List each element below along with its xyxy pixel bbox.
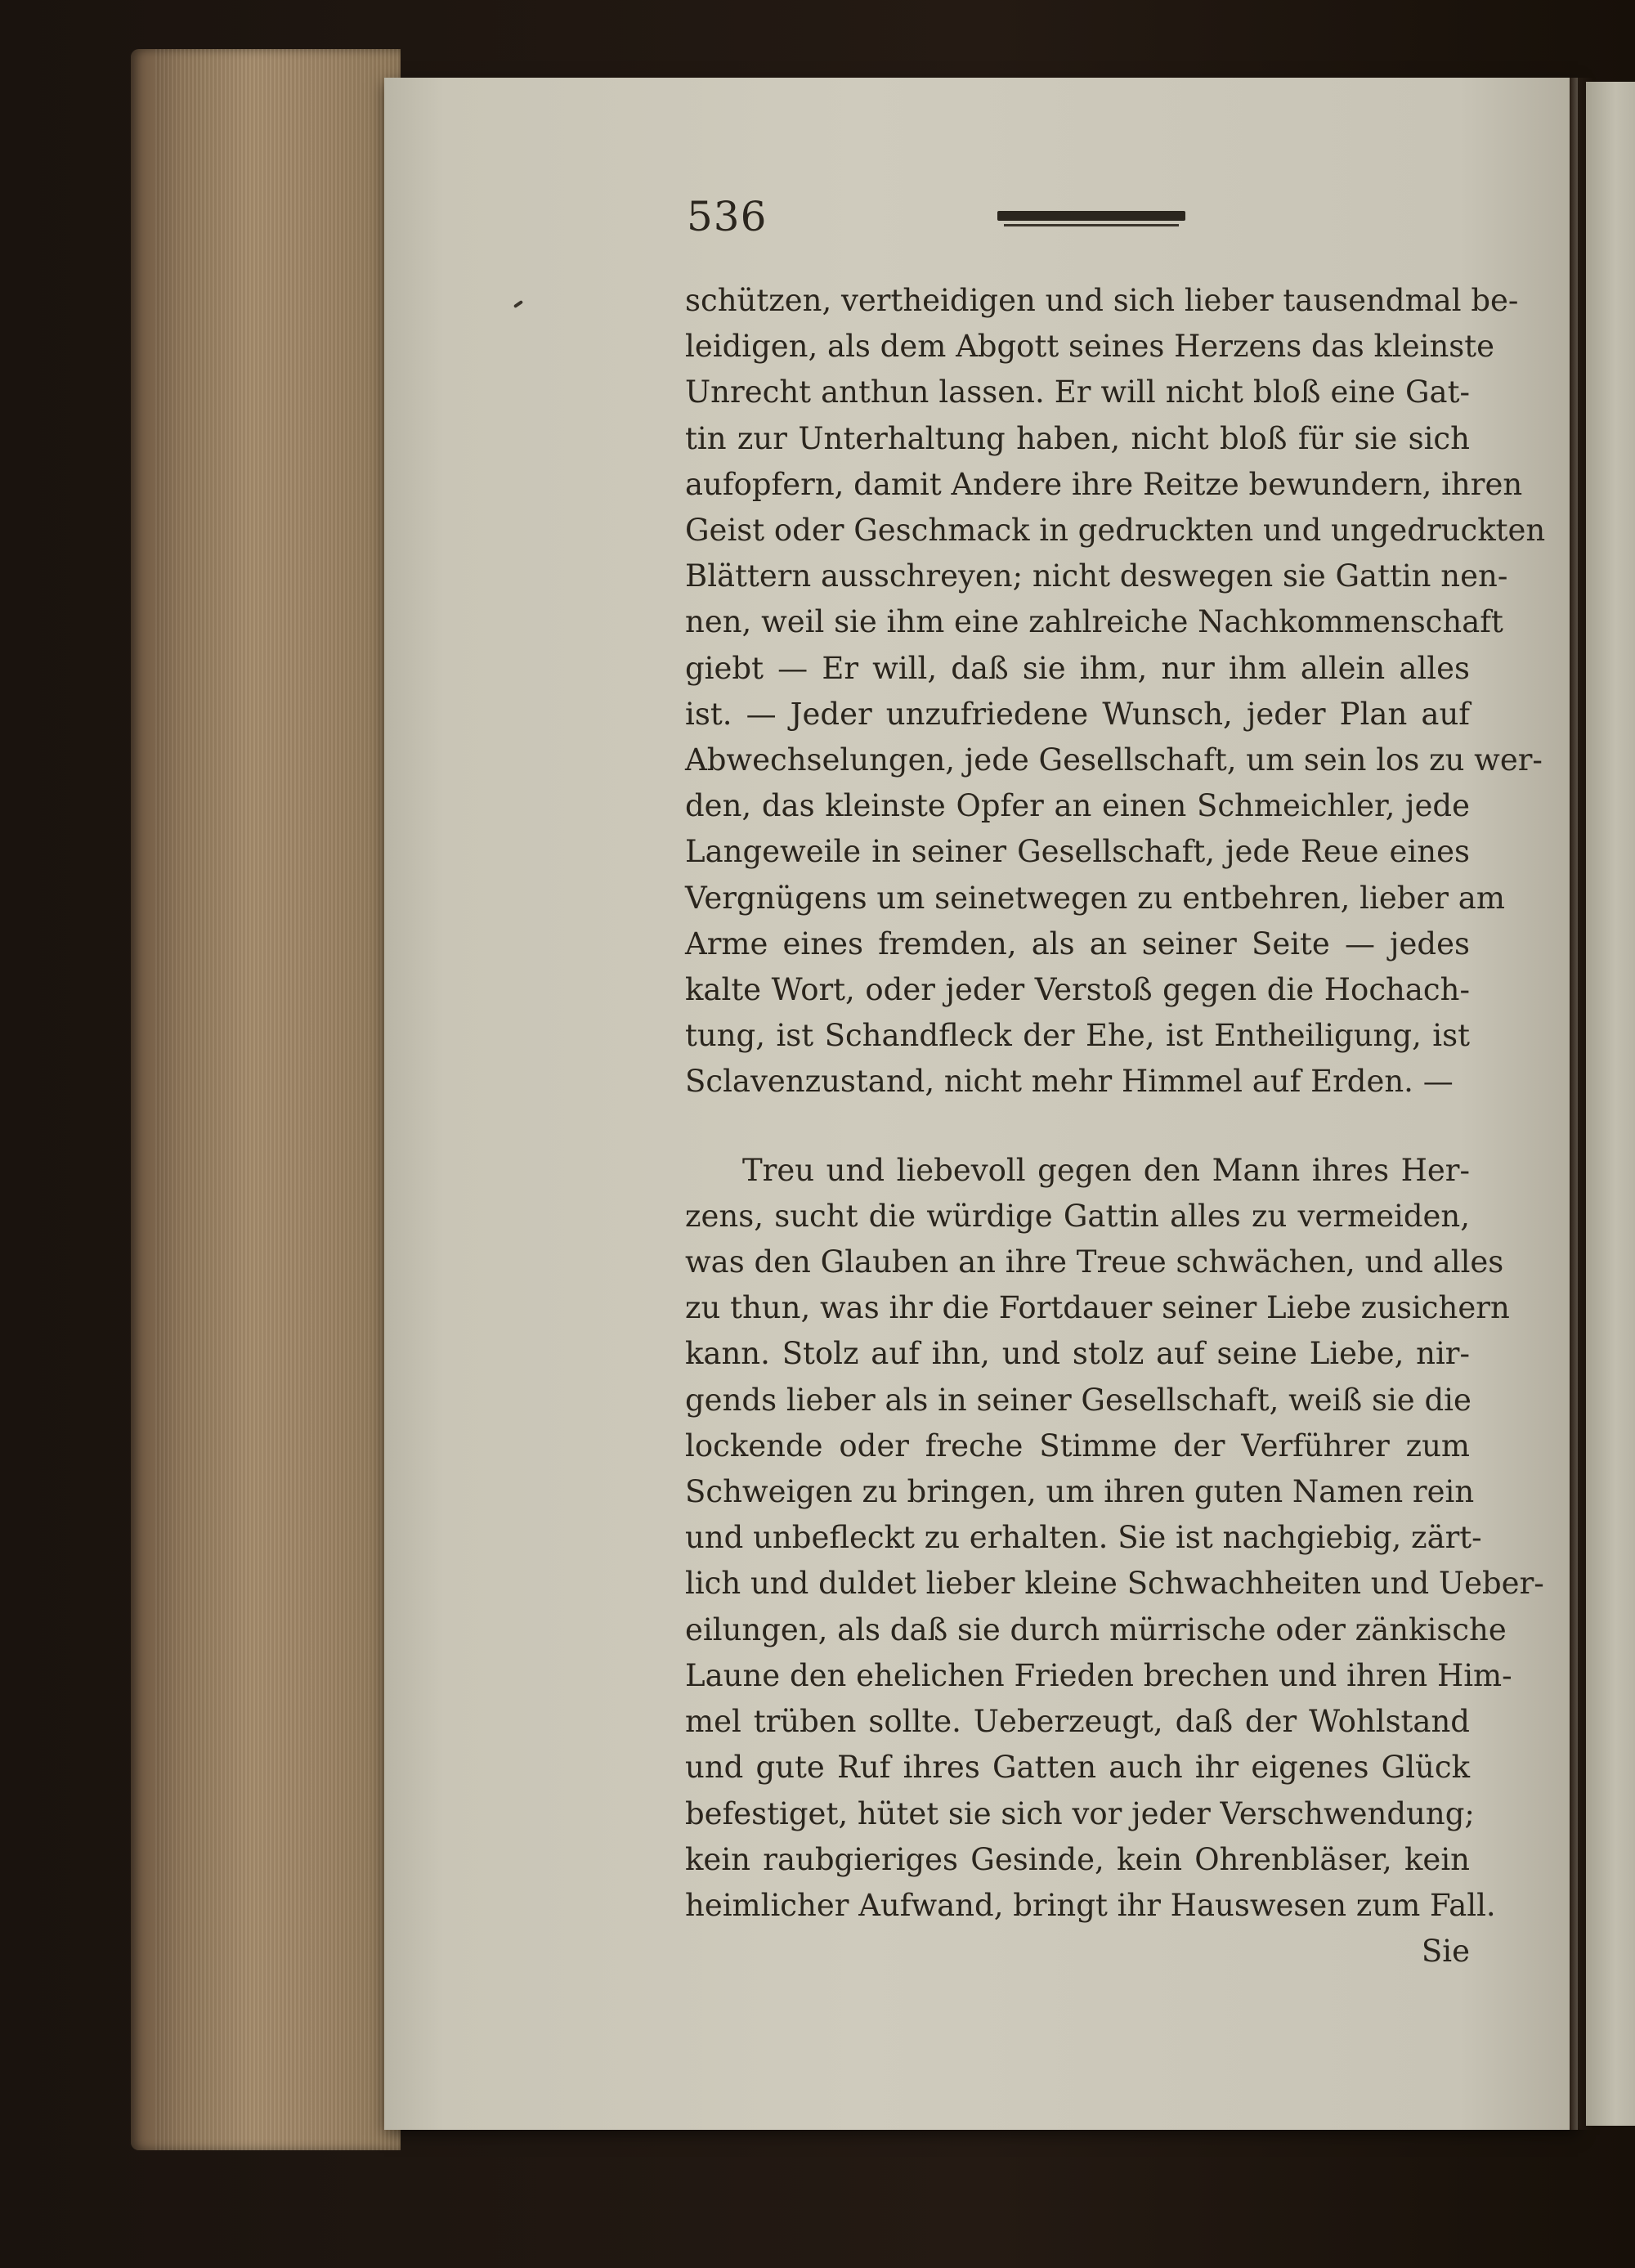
text-line: tin zur Unterhaltung haben, nicht bloß für sie sich (685, 420, 1470, 456)
text-line: Sclavenzustand, nicht mehr Himmel auf Erden. — (685, 1064, 1454, 1100)
text-line: Schweigen zu bringen, um ihren guten Namen rein (685, 1474, 1475, 1510)
text-line: und gute Ruf ihres Gatten auch ihr eigenes Glück (685, 1750, 1470, 1786)
text-line: giebt — Er will, daß sie ihm, nur ihm allein alles (685, 650, 1470, 686)
paragraph-gap (685, 1105, 1470, 1148)
book-page-edges (131, 49, 401, 2150)
text-line: lockende oder freche Stimme der Verführer zum (685, 1428, 1470, 1463)
right-page-sliver (1586, 82, 1635, 2126)
text-line: tung, ist Schandfleck der Ehe, ist Entheiligung, ist (685, 1018, 1470, 1054)
catchword: Sie (1421, 1934, 1470, 1970)
text-line: mel trüben sollte. Ueberzeugt, daß der Wohlstand (685, 1704, 1470, 1740)
text-line: was den Glauben an ihre Treue schwächen, und alles (685, 1244, 1504, 1280)
text-line: Treu und liebevoll gegen den Mann ihres Her- (742, 1152, 1470, 1188)
text-line: eilungen, als daß sie durch mürrische oder zänkische (685, 1611, 1507, 1647)
text-line: aufopfern, damit Andere ihre Reitze bewundern, ihren (685, 466, 1523, 502)
text-line: Arme eines fremden, als an seiner Seite — jedes (685, 926, 1470, 961)
text-line: und unbefleckt zu erhalten. Sie ist nachgiebig, zärt- (685, 1520, 1482, 1556)
text-line: lich und duldet lieber kleine Schwachheiten und Ueber- (685, 1566, 1544, 1602)
body-text (685, 278, 1546, 1974)
text-line: schützen, vertheidigen und sich lieber tausendmal be- (685, 283, 1519, 318)
text-line: zens, sucht die würdige Gattin alles zu vermeiden, (685, 1198, 1470, 1234)
text-line: kann. Stolz auf ihn, und stolz auf seine Liebe, nir- (685, 1336, 1470, 1372)
text-line: Blättern ausschreyen; nicht deswegen sie Gattin nen- (685, 558, 1508, 594)
text-line: nen, weil sie ihm eine zahlreiche Nachkommenschaft (685, 604, 1503, 640)
text-line: zu thun, was ihr die Fortdauer seiner Liebe zusichern (685, 1290, 1510, 1326)
text-line: den, das kleinste Opfer an einen Schmeichler, jede (685, 788, 1470, 824)
text-line: ist. — Jeder unzufriedene Wunsch, jeder Plan auf (685, 696, 1470, 732)
text-line: heimlicher Aufwand, bringt ihr Hauswesen zum Fall. (685, 1887, 1496, 1923)
text-line: Abwechselungen, jede Gesellschaft, um sein los zu wer- (685, 742, 1543, 778)
text-line: kein raubgieriges Gesinde, kein Ohrenbläser, kein (685, 1841, 1470, 1877)
text-line: Geist oder Geschmack in gedruckten und ungedruckten (685, 513, 1546, 549)
paragraph-1 (685, 278, 1546, 1105)
text-line: gends lieber als in seiner Gesellschaft, weiß sie die (685, 1382, 1472, 1418)
text-line: Langeweile in seiner Gesellschaft, jede Reue eines (685, 834, 1470, 870)
text-line: leidigen, als dem Abgott seines Herzens das kleinste (685, 329, 1495, 365)
text-line: Laune den ehelichen Frieden brechen und ihren Him- (685, 1657, 1512, 1693)
text-line: kalte Wort, oder jeder Verstoß gegen die Hochach- (685, 972, 1470, 1008)
page-header (687, 193, 1210, 242)
text-line: Vergnügens um seinetwegen zu entbehren, lieber am (685, 880, 1505, 916)
page-edge-texture (155, 49, 401, 2150)
header-rule (997, 211, 1185, 221)
text-line: Unrecht anthun lassen. Er will nicht bloß eine Gat- (685, 374, 1470, 410)
page-number: 536 (687, 193, 768, 240)
text-line: befestiget, hütet sie sich vor jeder Verschwendung; (685, 1795, 1475, 1831)
paragraph-2 (685, 1148, 1544, 1929)
